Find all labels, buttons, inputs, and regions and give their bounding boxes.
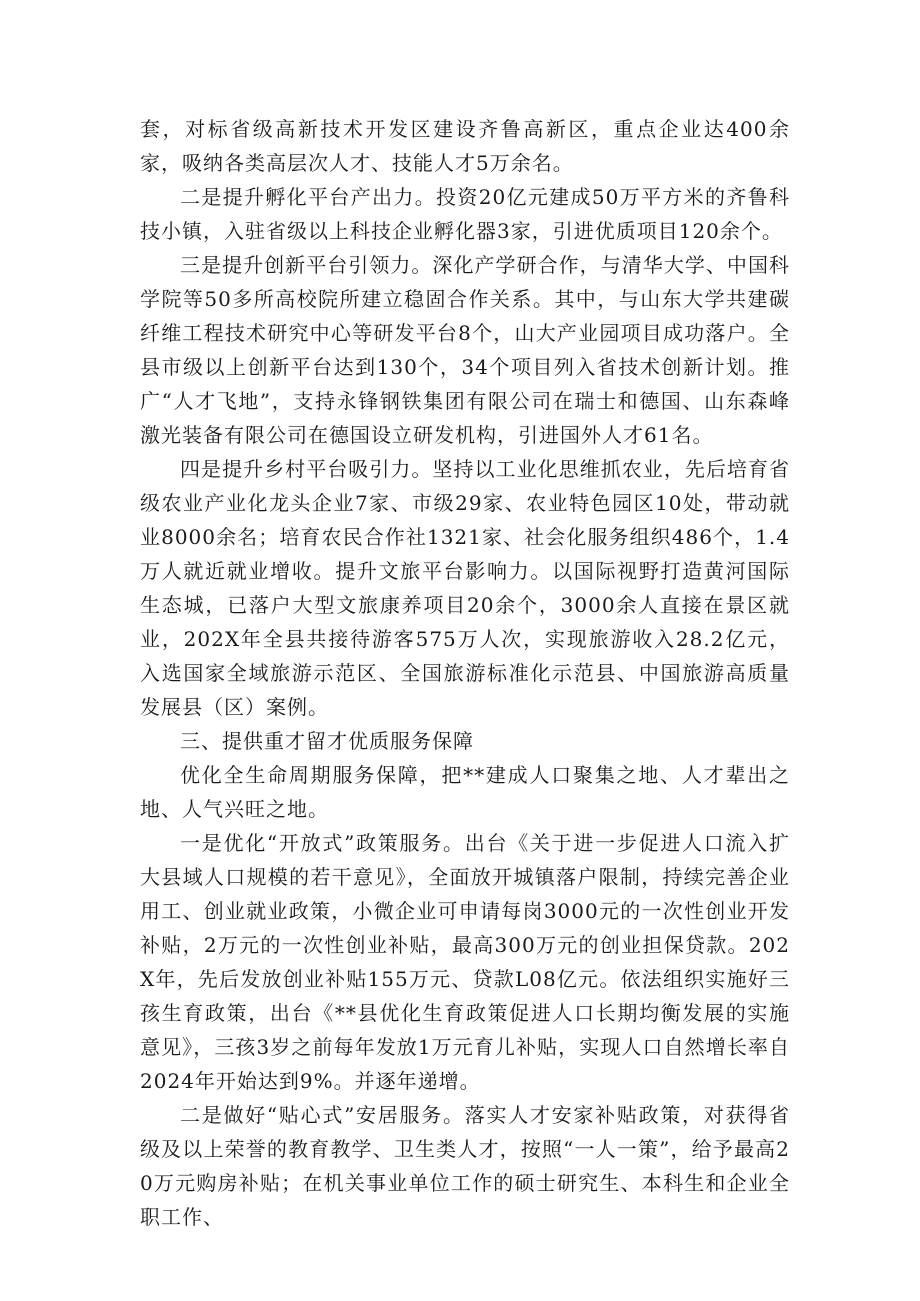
paragraph-rural-platform: 四是提升乡村平台吸引力。坚持以工业化思维抓农业，先后培育省级农业产业化龙头企业7家、市级29家、农业特色园区10处，带动就业8000余名；培育农民合作社1321家、社会化服务组织486个，1.4万人就近就业增收。提升文旅平台影响力。以国际视野打造黄河国际生态城，已落户大型文旅康养项目20余个，3000余人直接在景区就业，202X年全县共接待游客575万人次，实现旅游收入28.2亿元，入选国家全域旅游示范区、全国旅游标准化示范县、中国旅游高质量发展县（区）案例。 bbox=[140, 457, 790, 719]
paragraph-continuation: 套，对标省级高新技术开发区建设齐鲁高新区，重点企业达400余家，吸纳各类高层次人才、技能人才5万余名。 bbox=[140, 117, 790, 175]
paragraph-policy-service: 一是优化“开放式”政策服务。出台《关于进一步促进人口流入扩大县域人口规模的若干意见》，全面放开城镇落户限制，持续完善企业用工、创业就业政策，小微企业可申请每岗3000元的一次性创业开发补贴，2万元的一次性创业补贴，最高300万元的创业担保贷款。202X年，先后发放创业补贴155万元、贷款L08亿元。依法组织实施好三孩生育政策，出台《**县优化生育政策促进人口长期均衡发展的实施意见》，三孩3岁之前每年发放1万元育儿补贴，实现人口自然增长率自2024年开始达到9%。并逐年递增。 bbox=[140, 831, 790, 1093]
document-body bbox=[140, 112, 790, 1234]
paragraph-innovation-platform: 三是提升创新平台引领力。深化产学研合作，与清华大学、中国科学院等50多所高校院所建立稳固合作关系。其中，与山东大学共建碳纤维工程技术研究中心等研发平台8个，山大产业园项目成功落户。全县市级以上创新平台达到130个，34个项目列入省技术创新计划。推广“人才飞地”，支持永锋钢铁集团有限公司在瑞士和德国、山东森峰激光装备有限公司在德国设立研发机构，引进国外人才61名。 bbox=[140, 253, 790, 447]
section-heading: 三、提供重才留才优质服务保障 bbox=[180, 729, 474, 753]
paragraph-service-intro: 优化全生命周期服务保障，把**建成人口聚集之地、人才辈出之地、人气兴旺之地。 bbox=[140, 763, 790, 821]
paragraph-incubation-platform: 二是提升孵化平台产出力。投资20亿元建成50万平方米的齐鲁科技小镇，入驻省级以上科技企业孵化器3家，引进优质项目120余个。 bbox=[140, 185, 790, 243]
paragraph-housing-service: 二是做好“贴心式”安居服务。落实人才安家补贴政策，对获得省级及以上荣誉的教育教学、卫生类人才，按照“一人一策”，给予最高20万元购房补贴；在机关事业单位工作的硕士研究生、本科生和企业全职工作、 bbox=[140, 1103, 790, 1229]
